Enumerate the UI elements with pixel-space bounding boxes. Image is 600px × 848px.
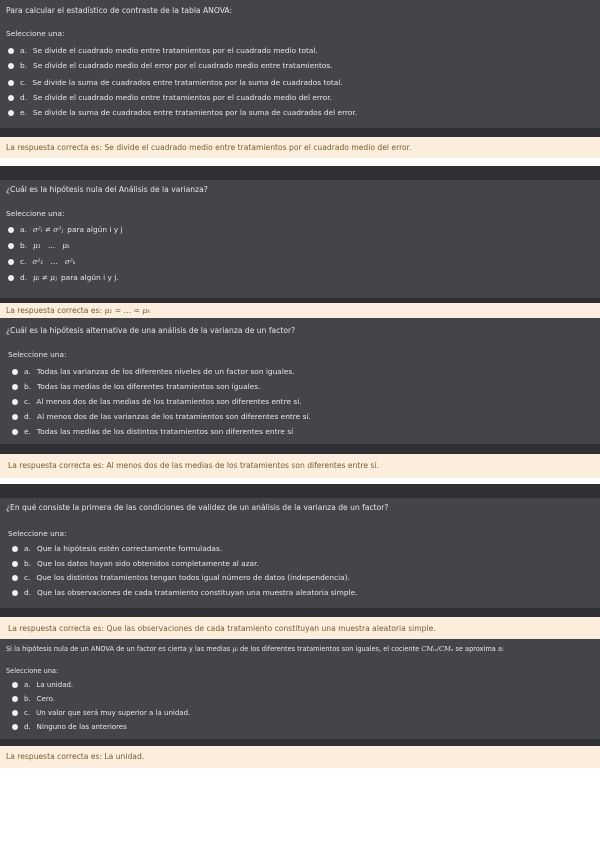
option-e[interactable]: e. Se divide la suma de cuadrados entre tratamientos por la suma de cuadrados del error. <box>8 105 357 120</box>
option-c[interactable]: c. Al menos dos de las medias de los tratamientos son diferentes entre sí. <box>12 394 311 409</box>
option-d[interactable]: d. Que las observaciones de cada tratamiento constituyan una muestra aleatoria simple. <box>12 586 357 601</box>
select-one-label: Seleccione una: <box>8 350 67 359</box>
separator <box>0 739 600 746</box>
separator <box>0 608 600 617</box>
option-c[interactable]: c. σ²₁ … σ²ₖ <box>8 254 123 270</box>
radio-icon[interactable] <box>12 384 18 390</box>
option-d[interactable]: d. Se divide el cuadrado medio entre tratamientos por el cuadrado medio del error. <box>8 90 357 105</box>
separator <box>0 484 600 498</box>
formula: μ₁ = … = μₖ <box>104 306 151 315</box>
radio-icon[interactable] <box>8 95 14 101</box>
radio-icon[interactable] <box>8 243 14 249</box>
radio-icon[interactable] <box>8 110 14 116</box>
formula: σ²ᵢ ≠ σ²ⱼ <box>32 225 64 234</box>
options-list <box>8 43 357 120</box>
option-a[interactable]: a. Todas las varianzas de los diferentes niveles de un factor son iguales. <box>12 364 311 379</box>
correct-answer-feedback: La respuesta correcta es: Se divide el cuadrado medio entre tratamientos por el cuadrado medio del error. <box>0 137 600 158</box>
option-b[interactable]: b. Que los datos hayan sido obtenidos completamente al azar. <box>12 557 357 572</box>
question-prompt: ¿Cuál es la hipótesis nula del Análisis de la varianza? <box>6 185 208 194</box>
radio-icon[interactable] <box>8 48 14 54</box>
radio-icon[interactable] <box>12 546 18 552</box>
radio-icon[interactable] <box>8 227 14 233</box>
question-prompt: Para calcular el estadístico de contraste de la tabla ANOVA: <box>6 6 233 15</box>
radio-icon[interactable] <box>12 429 18 435</box>
radio-icon[interactable] <box>12 682 18 688</box>
correct-answer-feedback: La respuesta correcta es: Que las observaciones de cada tratamiento constituyan una muestra aleatoria simple. <box>0 617 600 639</box>
select-one-label: Seleccione una: <box>6 209 65 218</box>
option-b[interactable]: b. Todas las medias de los diferentes tratamientos son iguales. <box>12 379 311 394</box>
option-a[interactable]: a. Que la hipótesis estén correctamente formuladas. <box>12 542 357 557</box>
option-b[interactable]: b. μ₁ … μₖ <box>8 238 123 254</box>
option-a[interactable]: a. La unidad. <box>12 678 190 692</box>
formula: CMᵢᵣ/CMₑ <box>421 645 454 653</box>
option-d[interactable]: d. Ninguno de las anteriores <box>12 720 190 734</box>
formula: μ₁ … μₖ <box>33 241 70 250</box>
radio-icon[interactable] <box>12 414 18 420</box>
option-e[interactable]: e. Todas las medias de los distintos tratamientos son diferentes entre sí <box>12 424 311 439</box>
question-block-1 <box>0 0 600 128</box>
separator <box>0 128 600 137</box>
option-c[interactable]: c. Que los distintos tratamientos tengan todos igual número de datos (independencia). <box>12 571 357 586</box>
options-list <box>12 678 190 734</box>
option-b[interactable]: b. Cero. <box>12 692 190 706</box>
select-one-label: Seleccione una: <box>6 667 59 675</box>
formula: μᵢ <box>232 645 238 653</box>
option-a[interactable]: a. σ²ᵢ ≠ σ²ⱼ para algún i y j <box>8 222 123 238</box>
radio-icon[interactable] <box>12 369 18 375</box>
radio-icon[interactable] <box>12 590 18 596</box>
option-b[interactable]: b. Se divide el cuadrado medio del error por el cuadrado medio entre tratamientos. <box>8 58 357 73</box>
formula: μᵢ ≠ μⱼ <box>33 273 57 282</box>
radio-icon[interactable] <box>8 259 14 265</box>
formula: σ²₁ … σ²ₖ <box>32 257 76 266</box>
question-block-5 <box>0 639 600 739</box>
separator <box>0 444 600 454</box>
radio-icon[interactable] <box>8 80 14 86</box>
correct-answer-feedback: La respuesta correcta es: μ₁ = … = μₖ <box>0 303 600 318</box>
radio-icon[interactable] <box>8 63 14 69</box>
select-one-label: Seleccione una: <box>6 29 65 38</box>
correct-answer-feedback: La respuesta correcta es: La unidad. <box>0 746 600 768</box>
radio-icon[interactable] <box>12 561 18 567</box>
option-c[interactable]: c. Se divide la suma de cuadrados entre tratamientos por la suma de cuadrados total. <box>8 75 357 90</box>
option-a[interactable]: a. Se divide el cuadrado medio entre tratamientos por el cuadrado medio total. <box>8 43 357 58</box>
radio-icon[interactable] <box>12 575 18 581</box>
question-prompt: ¿Cuál es la hipótesis alternativa de una análisis de la varianza de un factor? <box>6 326 296 335</box>
separator <box>0 166 600 180</box>
options-list <box>12 364 311 439</box>
correct-answer-feedback: La respuesta correcta es: Al menos dos de las medias de los tratamientos son diferentes entre sí. <box>0 454 600 478</box>
select-one-label: Seleccione una: <box>8 529 67 538</box>
question-block-3 <box>0 318 600 444</box>
radio-icon[interactable] <box>12 724 18 730</box>
radio-icon[interactable] <box>12 696 18 702</box>
question-prompt: Si la hipótesis nula de un ANOVA de un factor es cierta y las medias μᵢ de los diferentes tratamientos son iguales, el cociente CMᵢᵣ/CMₑ se aproxima a: <box>6 645 505 653</box>
options-list <box>8 222 123 286</box>
radio-icon[interactable] <box>12 710 18 716</box>
radio-icon[interactable] <box>12 399 18 405</box>
option-d[interactable]: d. Al menos dos de las varianzas de los tratamientos son diferentes entre sí. <box>12 409 311 424</box>
radio-icon[interactable] <box>8 275 14 281</box>
option-d[interactable]: d. μᵢ ≠ μⱼ para algún i y j. <box>8 270 123 286</box>
question-block-4 <box>0 498 600 608</box>
options-list <box>12 542 357 600</box>
option-c[interactable]: c. Un valor que será muy superior a la unidad. <box>12 706 190 720</box>
question-block-2 <box>0 180 600 298</box>
question-prompt: ¿En qué consiste la primera de las condiciones de validez de un análisis de la varianza de un factor? <box>6 503 389 512</box>
